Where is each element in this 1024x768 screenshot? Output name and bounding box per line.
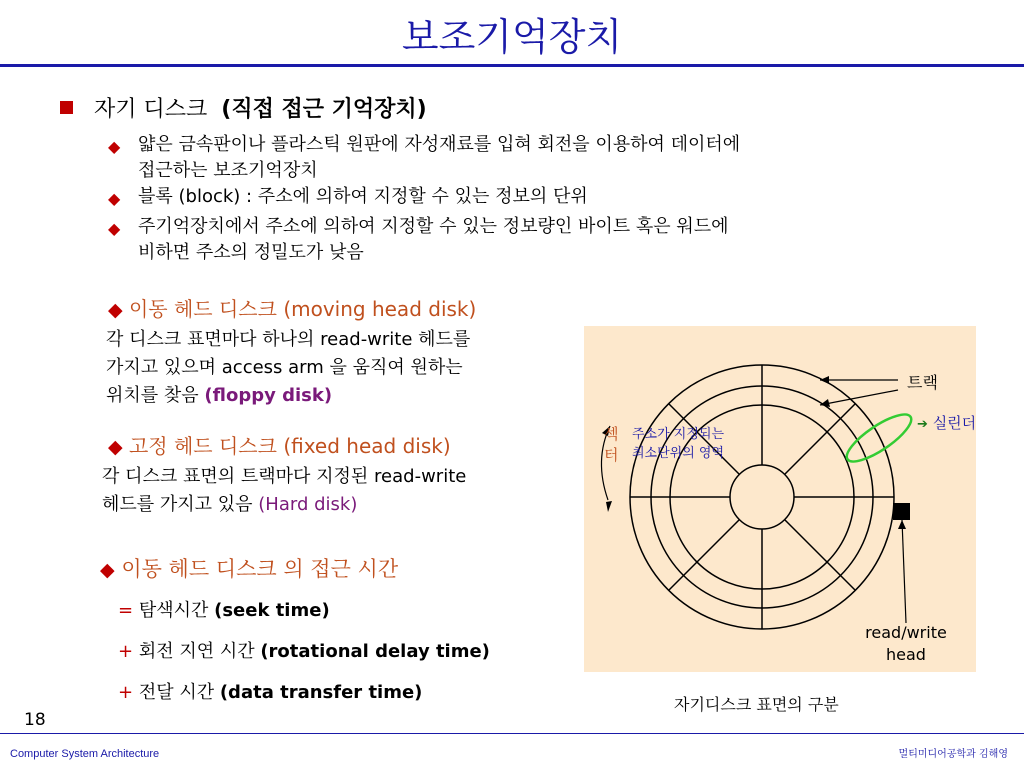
page-number: 18 bbox=[24, 710, 46, 730]
main-bullet-text: 자기 디스크 bbox=[94, 97, 208, 122]
diamond-bullet-icon: ◆ bbox=[108, 299, 123, 321]
sector-desc-line1: 주소가 지정되는 bbox=[632, 427, 725, 442]
access-time-item-en: (seek time) bbox=[214, 600, 330, 621]
sub-bullet-1-line2: 접근하는 보조기억장치 bbox=[138, 160, 318, 181]
sector-desc-line2: 최소단위의 영역 bbox=[632, 446, 725, 461]
main-bullet-paren: (직접 접근 기억장치) bbox=[221, 97, 427, 122]
fixed-head-line2-text: 헤드를 가지고 있음 bbox=[102, 494, 259, 515]
head-label-1: read/write bbox=[865, 623, 947, 642]
cylinder-callout bbox=[917, 412, 976, 433]
track-pointer bbox=[820, 390, 898, 405]
sub-bullet-1 bbox=[138, 132, 740, 184]
sector-line bbox=[785, 520, 855, 590]
sub-bullet-3 bbox=[138, 214, 729, 266]
diamond-bullet-icon: ◆ bbox=[100, 559, 115, 581]
arrow-head-icon bbox=[898, 520, 906, 529]
cylinder-ellipse bbox=[841, 407, 917, 469]
access-time-item-ko: 전달 시간 bbox=[138, 682, 220, 703]
access-time-item bbox=[118, 596, 330, 622]
moving-head-line2: 가지고 있으며 access arm 을 움직여 원하는 bbox=[106, 357, 463, 378]
moving-head-heading bbox=[108, 293, 476, 322]
arrow-head-icon bbox=[820, 376, 829, 384]
access-time-title: 이동 헤드 디스크 의 접근 시간 bbox=[121, 557, 399, 581]
title-divider bbox=[0, 64, 1024, 67]
moving-head-line3-text: 위치를 찾음 bbox=[106, 385, 205, 406]
moving-head-line3 bbox=[106, 382, 470, 410]
footer-divider bbox=[0, 733, 1024, 734]
sector-label bbox=[604, 424, 619, 466]
head-label bbox=[846, 622, 966, 666]
read-write-head-square bbox=[893, 503, 910, 520]
footer-course: Computer System Architecture bbox=[10, 748, 160, 760]
head-arm-line bbox=[902, 520, 906, 623]
track-label: 트랙 bbox=[907, 373, 938, 392]
access-time-item-ko: 탐색시간 bbox=[138, 600, 215, 621]
fixed-head-title: 고정 헤드 디스크 bbox=[128, 434, 277, 458]
square-bullet-icon bbox=[60, 101, 73, 114]
sector-description bbox=[632, 425, 724, 463]
sector-line bbox=[785, 404, 855, 474]
diamond-bullet-icon: ◆ bbox=[108, 436, 123, 458]
slide-title: 보조기억장치 bbox=[401, 15, 623, 59]
footer-department: 멀티미디어공학과 김해영 bbox=[898, 749, 1008, 760]
sub-bullet-3-line2: 비하면 주소의 정밀도가 낮음 bbox=[138, 242, 364, 263]
floppy-disk-label: (floppy disk) bbox=[204, 385, 333, 406]
moving-head-title-en: (moving head disk) bbox=[283, 297, 477, 321]
sub-bullet-1-line1: 얇은 금속판이나 플라스틱 원판에 자성재료를 입혀 회전을 이용하여 데이터에 bbox=[138, 134, 741, 155]
sub-bullet-2 bbox=[138, 184, 588, 210]
sub-bullet-2-line1: 블록 (block) : 주소에 의하여 지정할 수 있는 정보의 단위 bbox=[138, 186, 588, 207]
main-bullet bbox=[94, 92, 427, 123]
sector-line bbox=[669, 520, 739, 590]
diamond-bullet-icon: ◆ bbox=[108, 189, 121, 208]
sector-label-2: 터 bbox=[604, 446, 619, 464]
cylinder-label: 실린더 bbox=[932, 414, 977, 432]
diamond-bullet-icon: ◆ bbox=[108, 137, 121, 156]
moving-head-line1: 각 디스크 표면마다 하나의 read-write 헤드를 bbox=[106, 329, 471, 350]
fixed-head-line2 bbox=[102, 491, 466, 519]
hard-disk-label: (Hard disk) bbox=[258, 494, 358, 515]
head-label-2: head bbox=[886, 645, 926, 664]
arrow-right-icon: ➔ bbox=[917, 417, 928, 432]
disk-hub-circle bbox=[730, 465, 794, 529]
arrow-head-icon bbox=[606, 501, 612, 512]
access-time-symbol: + bbox=[118, 641, 134, 662]
fixed-head-line1: 각 디스크 표면의 트랙마다 지정된 read-write bbox=[102, 466, 467, 487]
access-time-heading bbox=[100, 553, 398, 583]
access-time-symbol: + bbox=[118, 682, 134, 703]
sub-bullet-3-line1: 주기억장치에서 주소에 의하여 지정할 수 있는 정보량인 바이트 혹은 워드에 bbox=[138, 216, 729, 237]
access-time-item-en: (data transfer time) bbox=[219, 682, 423, 703]
diamond-bullet-icon: ◆ bbox=[108, 219, 121, 238]
diagram-caption: 자기디스크 표면의 구분 bbox=[674, 695, 839, 714]
access-time-item bbox=[118, 678, 422, 704]
moving-head-title: 이동 헤드 디스크 bbox=[128, 297, 277, 321]
fixed-head-title-en: (fixed head disk) bbox=[283, 434, 451, 458]
access-time-item-en: (rotational delay time) bbox=[260, 641, 490, 662]
access-time-item-ko: 회전 지연 시간 bbox=[138, 641, 261, 662]
access-time-item bbox=[118, 637, 490, 663]
fixed-head-heading bbox=[108, 430, 451, 459]
sector-label-1: 섹 bbox=[604, 425, 619, 443]
moving-head-desc bbox=[106, 326, 470, 410]
access-time-symbol: = bbox=[118, 600, 134, 621]
fixed-head-desc bbox=[102, 463, 466, 519]
